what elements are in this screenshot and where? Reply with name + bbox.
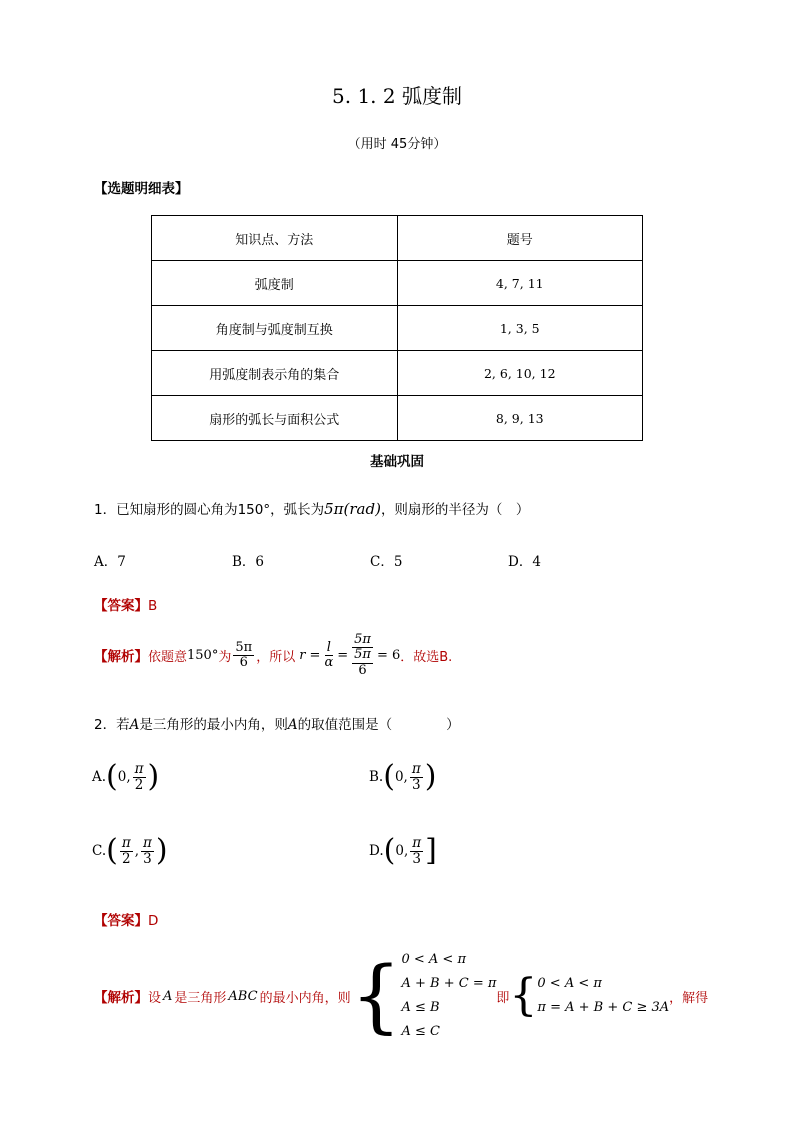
denominator: 3	[412, 850, 421, 867]
analysis-text: 的最小内角，则	[259, 990, 351, 1006]
interval-left: 0,	[394, 769, 408, 786]
option-label: D.	[369, 843, 384, 860]
numerator: 5π	[235, 639, 253, 655]
var-a: A	[287, 717, 298, 733]
q2-stem-text: 2．若	[94, 717, 130, 733]
fraction-l-alpha	[322, 641, 335, 671]
fraction-compound	[350, 633, 375, 678]
table-cell: 弧度制	[152, 261, 398, 306]
system-line: A + B + C = π	[401, 976, 497, 991]
q2-analysis	[94, 948, 708, 1044]
q1-arc-length: 5π(rad)	[324, 500, 381, 518]
open-paren: (	[383, 833, 396, 869]
denominator: 2	[122, 850, 131, 867]
open-paren: (	[106, 759, 118, 795]
table-header-cell: 知识点、方法	[152, 216, 398, 261]
analysis-text: ．故选B.	[400, 649, 453, 665]
system-line: A ≤ B	[401, 1000, 440, 1015]
equals-sign: =	[337, 647, 349, 663]
denominator: α	[324, 654, 334, 670]
fraction-5pi-6	[233, 641, 254, 671]
table-row	[152, 261, 643, 306]
fraction-pi-3	[410, 836, 423, 867]
analysis-text: 依题意	[148, 649, 188, 665]
q1-option-d: D．4	[508, 554, 541, 570]
table-cell: 角度制与弧度制互换	[152, 306, 398, 351]
inequality-system-2	[509, 972, 669, 1020]
q2-option-b	[369, 759, 437, 795]
question-1-stem	[94, 498, 529, 518]
comma: ,	[134, 843, 140, 860]
q1-stem-text: ，则扇形的半径为（ ）	[380, 502, 530, 518]
var-a: A	[163, 988, 173, 1004]
section-heading: 基础巩固	[370, 454, 424, 470]
option-label: A.	[92, 769, 107, 786]
table-cell: 8, 9, 13	[397, 396, 643, 441]
q2-option-d	[369, 833, 437, 869]
inner-denominator: 6	[358, 662, 367, 678]
q1-option-a: A．7	[94, 554, 126, 570]
denominator: 3	[411, 776, 421, 793]
q2-stem-text: 的取值范围是（ ）	[297, 717, 460, 733]
inequality-system-1	[351, 948, 497, 1044]
inner-numerator: 5π	[354, 647, 371, 663]
q1-answer	[94, 594, 157, 614]
time-note: （用时 45分钟）	[347, 137, 447, 152]
numerator: 5π	[354, 632, 371, 647]
table-cell: 4, 7, 11	[397, 261, 643, 306]
close-bracket: ]	[425, 833, 437, 869]
answer-value: B	[148, 598, 158, 614]
analysis-text: 设	[148, 990, 162, 1006]
angle-degree: 150°	[187, 647, 219, 663]
fraction-pi-3	[410, 762, 423, 793]
q1-analysis	[94, 633, 452, 678]
numerator: π	[411, 761, 421, 777]
q2-stem-text: 是三角形的最小内角，则	[139, 717, 288, 733]
system-line: π = A + B + C ≥ 3A	[537, 1000, 670, 1015]
answer-label: 【答案】	[94, 598, 148, 614]
numerator: l	[326, 639, 331, 655]
analysis-text: 即	[496, 990, 510, 1006]
table-cell: 用弧度制表示角的集合	[152, 351, 398, 396]
numerator: π	[121, 835, 131, 851]
interval-left: 0,	[395, 843, 409, 860]
analysis-label: 【解析】	[94, 649, 148, 666]
system-line: 0 < A < π	[537, 976, 602, 991]
numerator: π	[134, 761, 144, 777]
denominator: 6	[239, 654, 248, 670]
close-paren: )	[424, 759, 437, 795]
open-paren: (	[106, 833, 118, 869]
option-label: B.	[369, 769, 384, 786]
table-row	[152, 351, 643, 396]
section-label: 【选题明细表】	[94, 181, 189, 197]
close-paren: )	[147, 759, 160, 795]
fraction-pi-3	[141, 836, 154, 867]
interval-left: 0,	[117, 769, 131, 786]
table-header-row	[152, 216, 643, 261]
analysis-label: 【解析】	[94, 990, 148, 1006]
table-header-cell: 题号	[397, 216, 643, 261]
fraction-pi-2	[133, 762, 146, 793]
numerator: π	[143, 835, 152, 851]
table-row	[152, 306, 643, 351]
analysis-text: 是三角形	[174, 990, 227, 1006]
system-line: A ≤ C	[401, 1024, 440, 1039]
triangle-abc: ABC	[228, 988, 258, 1004]
equals-six: = 6	[376, 647, 401, 663]
fraction-pi-2	[120, 836, 133, 867]
table-row	[152, 396, 643, 441]
q1-option-c: C．5	[370, 554, 403, 570]
radius-symbol: r =	[299, 647, 321, 663]
q2-option-a	[92, 759, 160, 795]
denominator: 3	[143, 850, 152, 867]
left-brace: {	[350, 949, 402, 1042]
close-paren: )	[155, 833, 168, 869]
table-cell: 2, 6, 10, 12	[397, 351, 643, 396]
q2-answer	[94, 909, 158, 929]
var-a: A	[129, 717, 140, 733]
denominator	[350, 648, 375, 678]
page-title: 5. 1. 2 弧度制	[332, 84, 462, 108]
analysis-text: 为	[218, 649, 232, 665]
q2-option-c	[92, 833, 168, 869]
denominator: 2	[134, 776, 144, 793]
answer-value: D	[148, 913, 159, 929]
analysis-text: ，所以	[256, 649, 296, 665]
q1-option-b: B．6	[232, 554, 265, 570]
open-paren: (	[383, 759, 395, 795]
system-line: 0 < A < π	[401, 952, 467, 967]
topic-table	[151, 215, 643, 441]
table-cell: 1, 3, 5	[397, 306, 643, 351]
analysis-text: ，解得	[669, 990, 709, 1006]
question-2-stem	[94, 713, 460, 733]
answer-label: 【答案】	[94, 913, 148, 929]
left-brace: {	[509, 970, 538, 1021]
table-cell: 扇形的弧长与面积公式	[152, 396, 398, 441]
q1-stem-text: 1．已知扇形的圆心角为150°，弧长为	[94, 502, 325, 518]
numerator: π	[412, 835, 422, 851]
option-label: C.	[92, 843, 107, 860]
